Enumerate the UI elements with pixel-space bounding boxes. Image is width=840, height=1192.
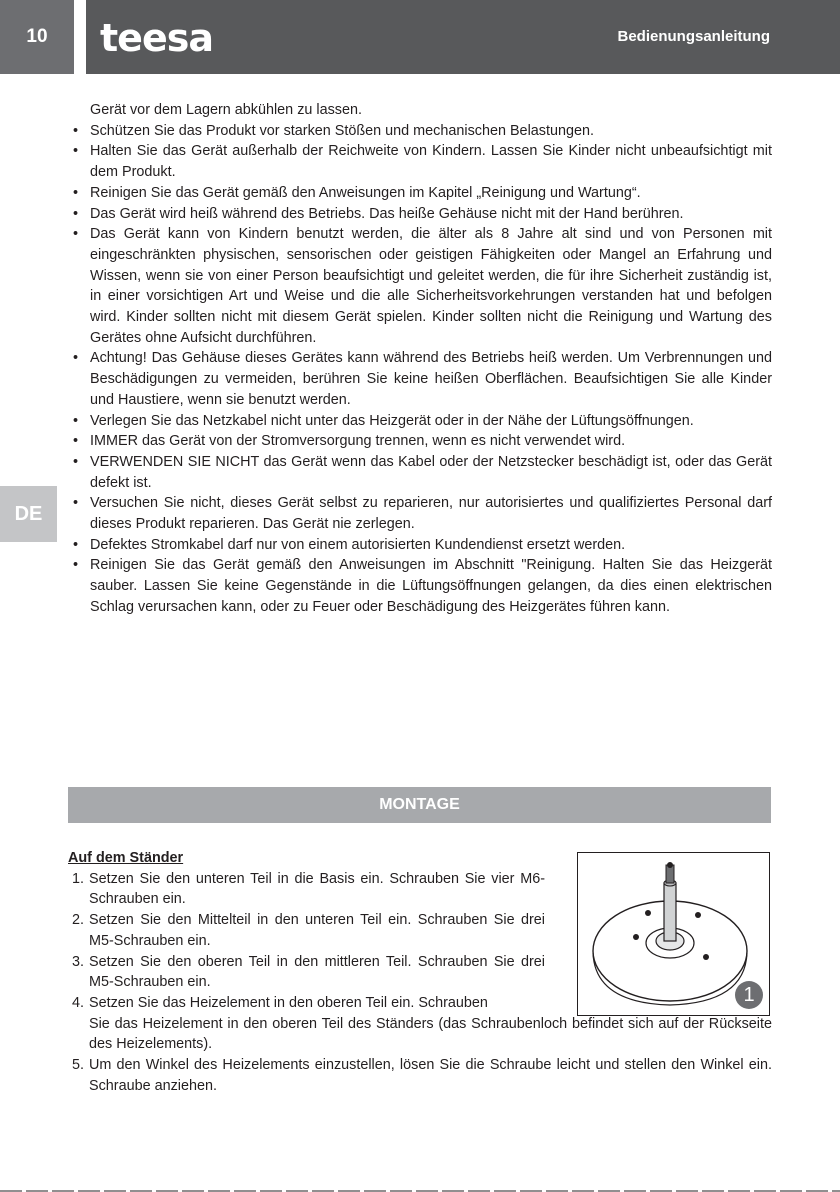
figure-stand-base (577, 852, 770, 1016)
bullet-item: • Defektes Stromkabel darf nur von einem autorisierten Kundendienst ersetzt werden. (70, 535, 772, 556)
step-number: 2. (72, 912, 85, 929)
bullet-item: • Achtung! Das Gehäuse dieses Gerätes kann während des Betriebs heiß werden. Um Verbrennungen und Beschädigungen zu vermeiden, berühren Sie keine heißen Oberflächen. Beaufsichtigen Sie alle Kinder und Haustiere, wenn sie benutzt werden. (70, 348, 772, 410)
bullet-list (70, 121, 772, 618)
safety-instructions (70, 100, 772, 618)
step-number: 3. (72, 953, 85, 970)
figure-number: 1 (735, 981, 763, 1009)
footer-crop-marks (0, 1186, 840, 1192)
brand-logo: teesa (100, 16, 213, 60)
bullet-item: • Das Gerät kann von Kindern benutzt werden, die älter als 8 Jahre alt sind und von Personen mit eingeschränkten physischen, sensorischen oder geistigen Fähigkeiten oder Mangel an Erfahrung und Wissen, wenn sie von einer Person beaufsichtigt und geleitet werden, die für ihre Sicherheit zuständig ist, in einer vorsichtigen Art und Weise und die alle Sicherheitsvorkehrungen verstanden hat und befolgen wird. Kinder sollten nicht mit diesem Gerät spielen. Kinder sollten nicht die Reinigung und Wartung des Gerätes ohne Aufsicht durchführen. (70, 224, 772, 348)
step-item (68, 1055, 772, 1096)
step-text: Setzen Sie das Heizelement in den oberen Teil ein. Schrauben (89, 994, 488, 1011)
step-text: Setzen Sie den oberen Teil in den mittleren Teil. Schrauben Sie drei M5-Schrauben ein. (89, 953, 545, 991)
subheading: Auf dem Ständer (68, 850, 184, 866)
bullet-item: • Reinigen Sie das Gerät gemäß den Anweisungen im Kapitel „Reinigung und Wartung“. (70, 183, 772, 204)
bullet-item: • Das Gerät wird heiß während des Betriebs. Das heiße Gehäuse nicht mit der Hand berühren. (70, 204, 772, 225)
bullet-item: • Versuchen Sie nicht, dieses Gerät selbst zu reparieren, nur autorisiertes und qualifiziertes Personal darf dieses Produkt reparieren. Das Gerät nie zerlegen. (70, 493, 772, 534)
bullet-item: • Halten Sie das Gerät außerhalb der Reichweite von Kindern. Lassen Sie Kinder nicht unbeaufsichtigt mit dem Produkt. (70, 141, 772, 182)
step-text-continued: Sie das Heizelement in den oberen Teil des Ständers (das Schraubenloch befindet sich auf der Rückseite des Heizelements). (89, 1015, 772, 1053)
step-number: 4. (72, 994, 85, 1011)
section-heading-montage: MONTAGE (68, 787, 771, 823)
step-text: Setzen Sie den unteren Teil in die Basis ein. Schrauben Sie vier M6-Schrauben ein. (89, 870, 545, 908)
bullet-item: • Schützen Sie das Produkt vor starken Stößen und mechanischen Belastungen. (70, 121, 772, 142)
header-title: Bedienungsanleitung (617, 28, 770, 45)
page-number: 10 (0, 0, 74, 74)
continuation-text: Gerät vor dem Lagern abkühlen zu lassen. (90, 102, 362, 118)
step-item (68, 952, 545, 993)
step-number: 5. (72, 1057, 85, 1074)
step-item (68, 869, 545, 910)
step-text: Setzen Sie den Mittelteil in den unteren Teil ein. Schrauben Sie drei M5-Schrauben ein. (89, 912, 545, 949)
step-number: 1. (72, 870, 85, 887)
header-bar (86, 0, 840, 74)
bullet-item: • VERWENDEN SIE NICHT das Gerät wenn das Kabel oder der Netzstecker beschädigt ist, oder das Gerät defekt ist. (70, 452, 772, 493)
language-tab: DE (0, 486, 57, 542)
bullet-item: • IMMER das Gerät von der Stromversorgung trennen, wenn es nicht verwendet wird. (70, 431, 772, 452)
step-item (68, 910, 545, 951)
step-text: Um den Winkel des Heizelements einzustellen, lösen Sie die Schraube leicht und stellen den Winkel ein. Schraube anziehen. (89, 1057, 772, 1094)
bullet-item: • Verlegen Sie das Netzkabel nicht unter das Heizgerät oder in der Nähe der Lüftungsöffnungen. (70, 411, 772, 432)
bullet-item: • Reinigen Sie das Gerät gemäß den Anweisungen im Abschnitt "Reinigung. Halten Sie das Heizgerät sauber. Lassen Sie keine Gegenstände in die Lüftungsöffnungen gelangen, da dies einen elektrischen Schlag verursachen kann, oder zu Feuer oder Beschädigung des Heizgerätes führen kann. (70, 555, 772, 617)
